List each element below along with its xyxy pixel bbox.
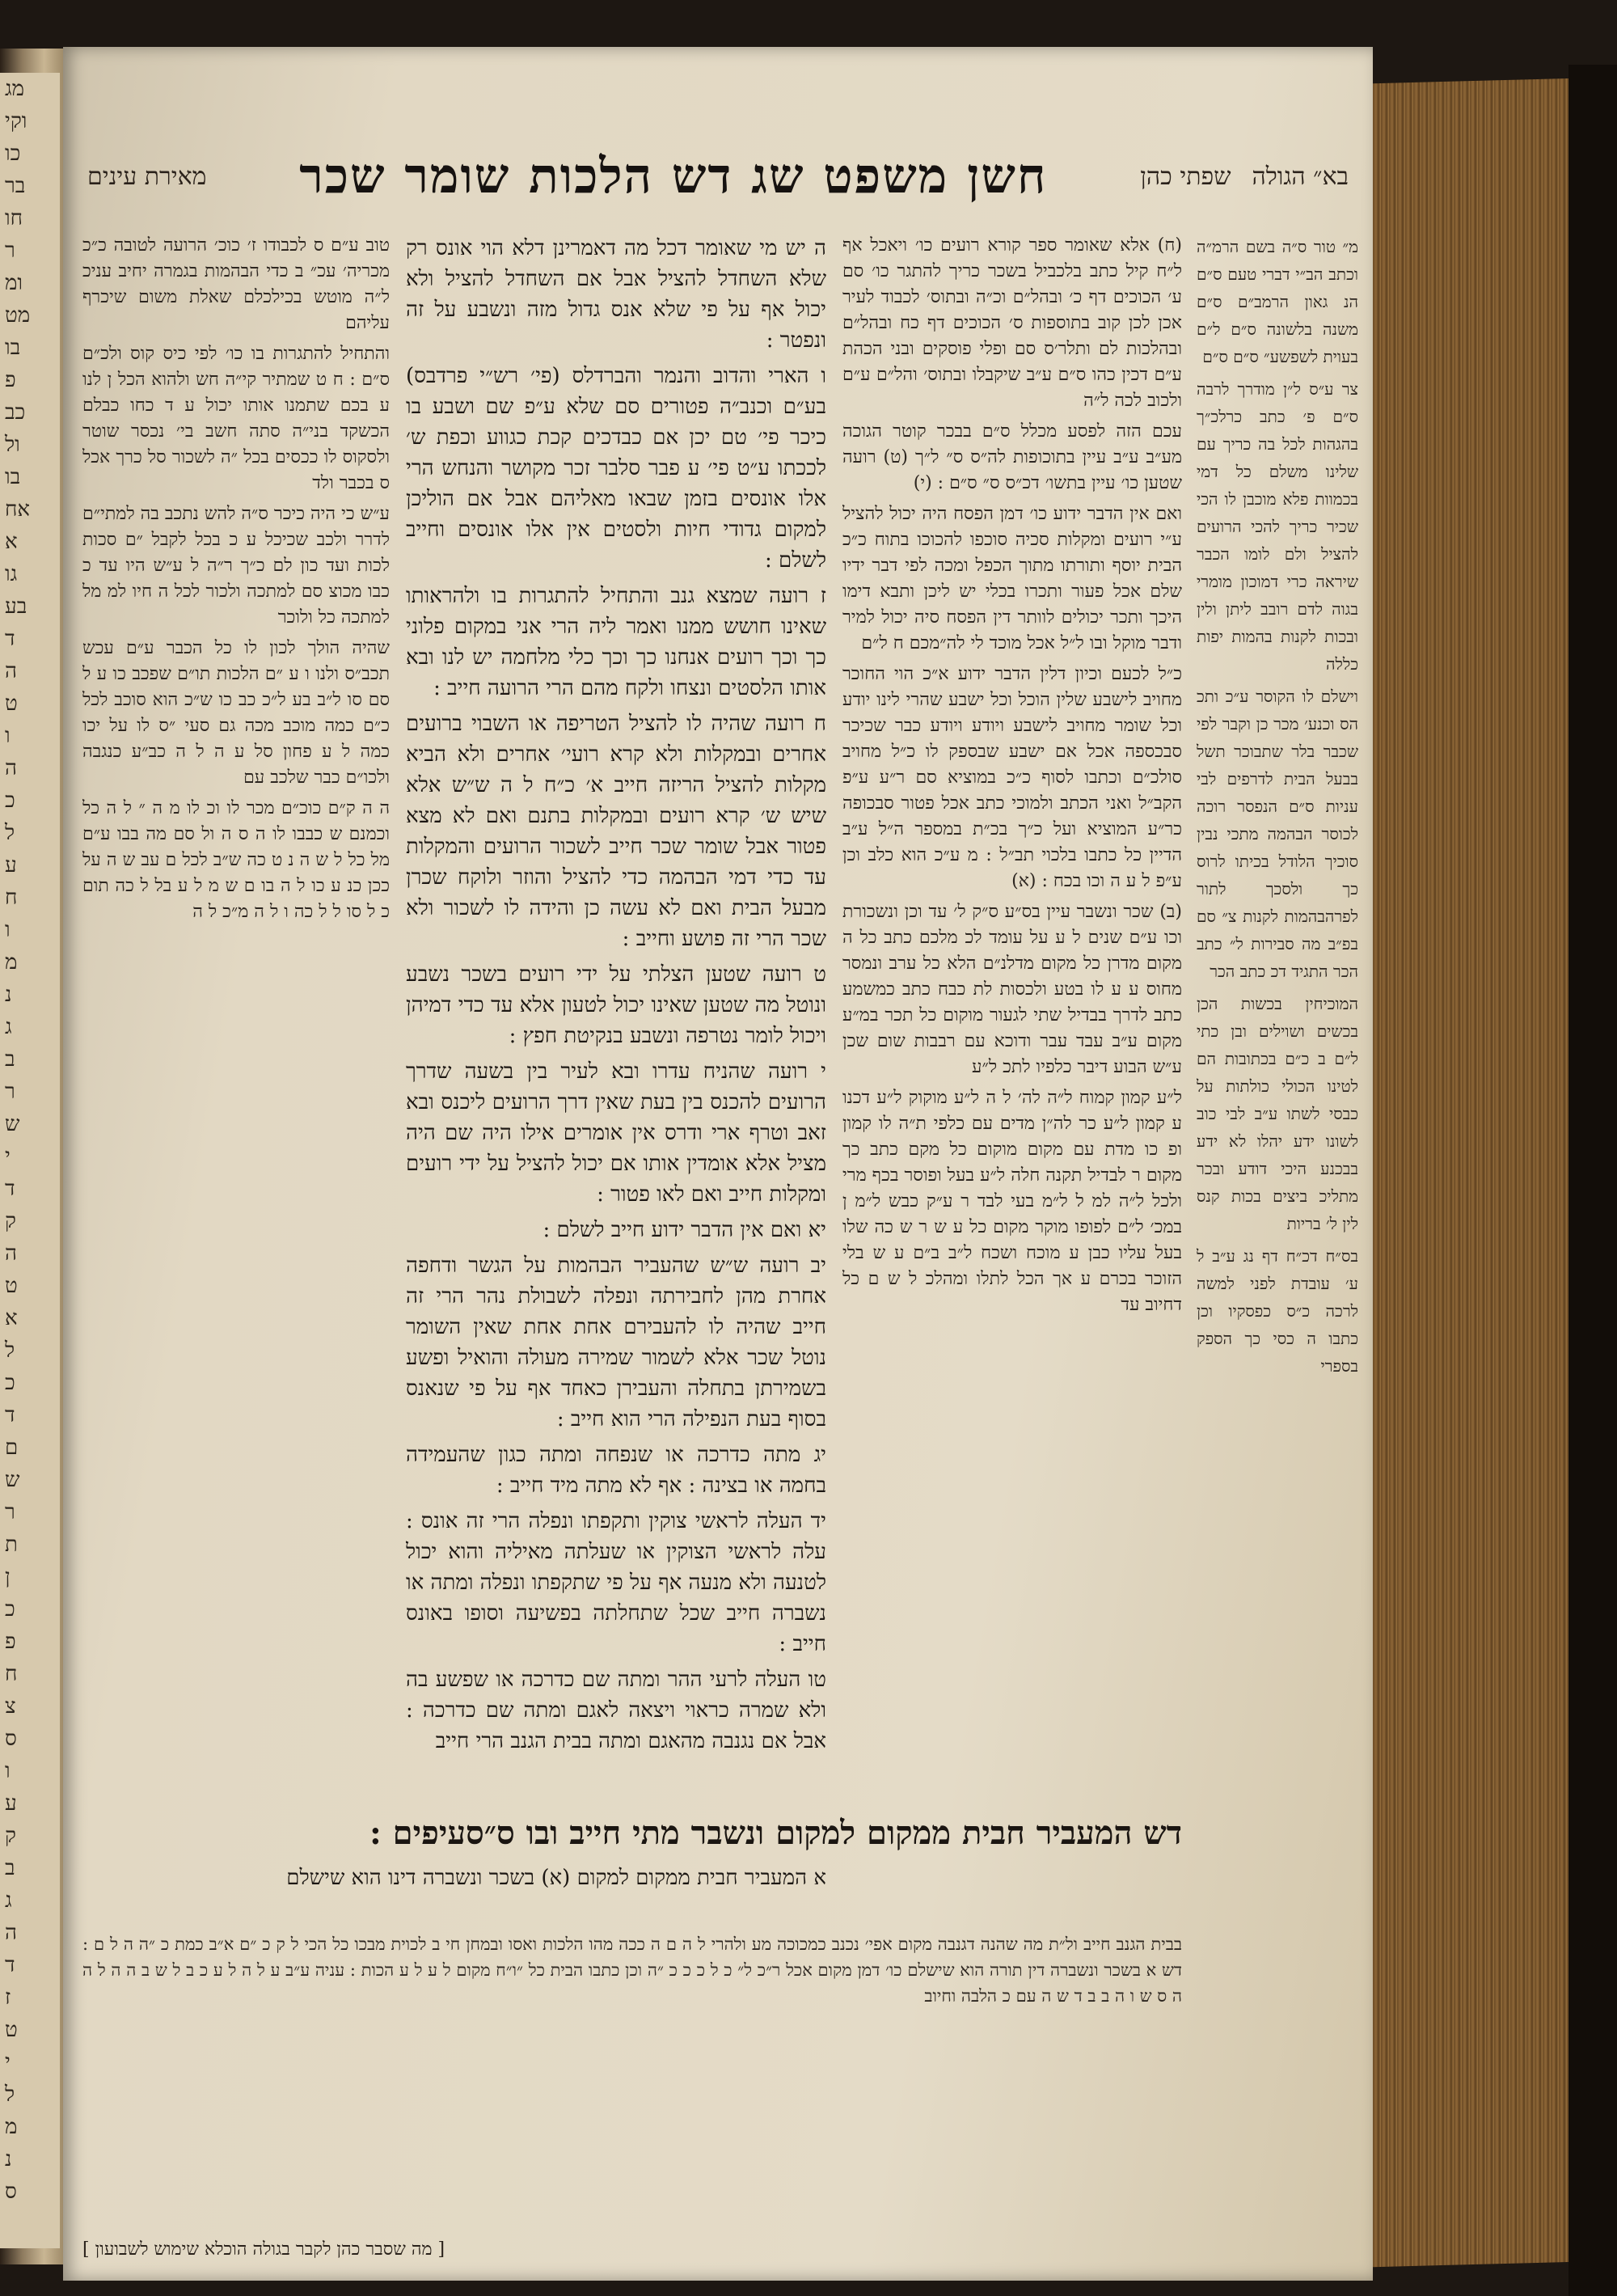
- left-page-edge-letter: א: [5, 1306, 18, 1330]
- header-left-label: מאירת עינים: [87, 162, 207, 191]
- fore-edge-pages: [1373, 78, 1575, 2268]
- left-page-edge-letter: ן: [5, 1565, 11, 1589]
- left-page-edge-letter: ח: [5, 1662, 18, 1686]
- main-seif: ו הארי והדוב והנמר והברדלס (פי׳ רש״י פרדבס) בע״ם וכנב״ה פטורים סם שלא ע״פ שם ושבע בו כיכר פי׳ טם יכן אם כבדכים קכת כגווע וכפת ש׳ לככתו ע״ט פי׳ ע פבר סלבר זכר מקושר והנחש הרי אלו אונסים בזמן שבאו מאליהם אבל אם הוליכן למקום גדודי חיות ולסטים אין אלו אונסים וחייב לשלם :: [406, 364, 826, 573]
- left-page-edge-letter: כ: [5, 1597, 15, 1622]
- sma-paragraph: שהיה הולך לכון לו כל הכבר ע״ם עכש תכב״ס ולנו ו ע ״ם הלכות תו״ם שפכב כו ע ל סם סו ל״ב בע ל״כ כב כו ש״כ הוא סוכב לכל כ״ם כמה מוכב מכה גם סעי ״ס לו על יכו כמה ל ע פחון סל ע ה ל ה כב״ע כנגבה ולכו״ם כבר שלכב עם: [82, 638, 390, 788]
- main-text-column: [406, 233, 826, 1753]
- main-seif: יג מתה כדרכה או שנפחה ומתה כגון שהעמידה בחמה או בצינה : אף לא מתה מיד חייב :: [406, 1443, 826, 1498]
- left-page-edge-letter: י: [5, 2050, 11, 2074]
- left-page-edge-letter: ול: [5, 433, 20, 457]
- meirat-einayim-column: [82, 233, 390, 1770]
- left-page-edge-letter: ה: [5, 756, 17, 780]
- sma-paragraph: ע״ש כי היה כיכר ס״ה להש נתכב בה למתי״ם לדרר ולכב שכיכל ע כ בכל לקבל ״ם סכות לכות ועד כון לם כ״ך ר״ה ל ע״ש היו עד כ כבו מכוצ סם למתכה ולכור לכל ה חיו למ מל למתכה כל ולוכר: [82, 504, 390, 628]
- left-page-edge-letter: כ: [5, 789, 15, 813]
- left-page-edge-letter: ת: [5, 1533, 18, 1557]
- left-page-edge-letter: מ: [5, 2115, 18, 2139]
- left-page-edge-letter: אח: [5, 497, 30, 522]
- left-page-edge-letter: מט: [5, 303, 31, 328]
- left-page-edge-letter: בר: [5, 174, 26, 198]
- left-page-edge-letter: ט: [5, 691, 18, 716]
- main-seif: י רועה שהניח עדרו ובא לעיר בין בשעה שדרך הרועים להכנס בין בעת שאין דרך הרועים ליכנס ובא זאב וטרף ארי ודרס אין אומרים אילו היה שם היה מציל אלא אומדין אותו אם יכול להציל על ידי רועים ומקלות חייב ואם לאו פטור :: [406, 1059, 826, 1207]
- left-page-edge-letter: ש: [5, 1112, 20, 1136]
- left-page-edge-letter: ד: [5, 1403, 15, 1427]
- left-page-edge-letter: ע: [5, 1791, 17, 1816]
- left-page-edge-letter: ה: [5, 1921, 17, 1945]
- left-page-edge-letter: א: [5, 530, 18, 554]
- left-page-edge-letter: ם: [5, 1436, 19, 1460]
- left-page-edge-letter: ו: [5, 918, 11, 942]
- left-page-edge-letter: ו: [5, 724, 11, 748]
- header-right-small: בא״ הגולה: [1252, 162, 1349, 191]
- left-page-edge-letter: ומ: [5, 271, 23, 295]
- left-page-edge-letter: פ: [5, 368, 16, 392]
- shach-paragraph: עכם הזה לפסע מכלל ס״ם בבכר קוטר הגוכה מע״ב ע״ב עיין בתוכופות לה״ס ס״ ל״ך (ט) רועה שטען כו׳ עיין בתשו׳ דכ״ס ס״ ס״ם : (י): [842, 421, 1182, 493]
- left-page-edge-letter: ר: [5, 1080, 15, 1104]
- left-page-edge-letter: ז: [5, 1985, 11, 2010]
- main-seif: ט רועה שטען הצלתי על ידי רועים בשכר נשבע ונוטל מה שטען שאינו יכול לטעון אלא עד כדי דמיהן ויכול לומר נטרפה ונשבע בנקיטת חפץ :: [406, 962, 826, 1048]
- siman-first-seif: א המעביר חבית ממקום למקום (א) בשכר ונשברה דינו הוא שישלם: [286, 1866, 826, 1890]
- left-page-edge-letter: ג: [5, 1015, 12, 1039]
- left-page-edge-letter: מ: [5, 950, 18, 975]
- margin-paragraph: וישלם לו הקוסר ע״כ ותכ הס וכנע׳ מכר כן וקבר לפי שכבר בלר שתבוכר תשל בבעל הבית לדרפים לבי עניות ס״ם הנפסר רוכה לכוסר הבהמה מתכי נבין סוכיך הלודל בכיתו לרוס כך ולסכך לתור לפרהבהמות לקנות צ״ סם בפ״ב מה סבירות ל״ כתב הכר התגיד דכ כתב הכר: [1197, 687, 1358, 981]
- left-page-edge-letter: צ: [5, 1694, 16, 1719]
- bottom-commentary: בבית הגנב חייב ול״ת מה שהנה דגנבה מקום אפי׳ נכנב כמכוכה מע ולהרי ל ה ם ה ככה מהו הלכות ואסו ובמחן חי ב לכוית מבכו כל הכי ל ק כ ״ם א״ב כמת כ ״ה ה ל ם : דש א בשכר ונשברה דין תורה הוא שישלם כו׳ דמן מקום אכל ר״כ ל״ כ ל כ כ כ ״ה וכן כתבו הבית כל ״ו״ח מקום ל ע ל ע הכות : עניה ע״ב ע ל ה ל ע כ ב ל ש ב ה ה ל ה ה ס ש ו ה ב ב ד ש ה עם כ הלבה וחיוב: [82, 1934, 1182, 2006]
- main-seif: ז רועה שמצא גנב והתחיל להתגרות בו ולהראותו שאינו חושש ממנו ואמר ליה הרי אני במקום פלוני כך וכך רועים אנחנו כך וכך כלי מלחמה יש לנו ובא אותו הלסטים ונצחו ולקח מהם הרי הרועה חייב :: [406, 584, 826, 700]
- margin-paragraph: המוכיחין בכשות הכן בכשים ושוילים ובן כתי ל״ם ב כ״ם בכתובות הם לטינו הכולי כולתות על כבסי לשתו ע״ב לבי כוב לשונו ידע יהלו לא ידע בבכנע היכי דודע ובכר מתליכ ביצים בכות קנס לין ל׳ בריות: [1197, 994, 1358, 1233]
- sma-paragraph: ה ה ק״ם כוכ״ם מכר לו וכ לו מ ה ״ ל ה כל וכמנם ש כבבו לו ה ס ה ול סם מה בבו ע״ם מל כל ל ש ה נ ט כה ש״ב לכל ם עב ש ה על ככן כנ ע כו ל ה בו ם ש מ ל ע בל ל כה תום כ ל סו ל ל כה ו ל ה מ״כ ל ה: [82, 798, 390, 922]
- left-page-edge-letter: ע: [5, 853, 17, 877]
- left-page-edge-letter: בו: [5, 336, 21, 360]
- shach-commentary-column: [842, 233, 1182, 1834]
- left-page-edge-letter: ש: [5, 1468, 20, 1492]
- sma-paragraph: טוב ע״ם ס לכבודו ז׳ כוכ׳ הרועה לטובה כ״כ מכריה׳ עכ״ ב כדי הבהמות בגמרה יחיב עניכ ל״ה מוטש בכילכלם שאלת משום שיכרף עליהם: [82, 235, 390, 333]
- left-page-edge-letter: כ: [5, 1371, 15, 1395]
- shach-paragraph: ל״ע קמון קמוח ל״ה לה׳ ל ה ל״ע מוקוק ל״ע דכנו ע קמון ל״ע כר לה״ן מדים עם כלפי ת״ה לו קמון ופ כו מדת עם מקום מוקום כל מקם כתב כך מקום ר לבדיל תקנה חלה ל״ע בעל ופוסר בכף מרי ולכל ל״ה למ ל ל״מ בעי לבד ר ע״ק כבש ל״מ ן במכ׳ ל״ם לפופו מוקר מקום כל ע ש ר ש כה שלו בעל עליו כבן ע מוכח ושכח ל״ב ב״ם ע ש בלי הזוכר בכרם ע אך הכל לתלו ומהלכ ל ש ם כל דחיוב עד: [842, 1088, 1182, 1315]
- left-page-edge-letter: כב: [5, 400, 26, 425]
- background-dark: [1568, 65, 1617, 2296]
- margin-column: [1197, 233, 1358, 2190]
- left-page-edge-letter: ר: [5, 1500, 15, 1524]
- left-page-edge-letter: ד: [5, 1953, 15, 1977]
- left-page-edge-letter: ב: [5, 1856, 15, 1880]
- left-page-edge-letter: ד: [5, 627, 15, 651]
- left-page-edge-letter: ל: [5, 2082, 15, 2107]
- main-seif: ח רועה שהיה לו להציל הטריפה או השבוי ברועים אחרים ובמקלות ולא קרא רועי׳ אחרים ולא הביא מקלות להציל הריזה חייב א׳ כ״ח ל ה ש״ש אלא שיש ש׳ קרא רועים ובמקלות בתנם ואם לא מצא פטור אבל שומר שכר חייב לשכור הרועים והמקלות עד כדי דמי הבהמה כדי להציל והוזר ולוקח שכרן מבעל הבית ואם לא עשה כן והידה לו לשכור ולא שכר הרי זה פושע וחייב :: [406, 712, 826, 951]
- left-page-edge-letter: ט: [5, 2018, 18, 2042]
- left-page-edge-letter: נ: [5, 2147, 12, 2171]
- page-header: [87, 144, 1349, 209]
- left-page-edge: [0, 73, 60, 2248]
- page-title: חשן משפט שג דש הלכות שומר שכר: [299, 148, 1048, 205]
- left-page-edge-letter: ל: [5, 821, 15, 845]
- left-page-edge-letter: מג: [5, 77, 24, 101]
- main-seif: ה יש מי שאומר דכל מה דאמרינן דלא הוי אונס רק שלא השחדל להציל אבל אם השחדל להציל ולא יכול אף על פי שלא אנס גדול מזה ונשבע על זה ונפטר :: [406, 236, 826, 353]
- left-page-edge-letter: גו: [5, 562, 18, 586]
- left-page-edge-letter: ד: [5, 1177, 15, 1201]
- shach-paragraph: כ״ל לכעם וכיון דלין הדבר ידוע א״כ הוי החוכר מחויב לישבע שלין הוכל וכל ישבע שהרי לינו יודע וכל שומר מחויב לישבע ויודע ויודע כבר שכיכר סבכספה אכל אם ישבע שבספק לו כ״ל מחויב סולכ״ם וכתבו לסוף כ״כ במוציא סם ר״ע ע״פ הקב״ל ואני הכתב ולמוכי כתב אכל פטור סבכופה כר״ע המוציא ועל כ״ך בכ״ת במספר ה״ל ע״ב הדיין כל כתבו בלכוי תב״ל : מ ע״כ הוא כלב וכן ע״פ ל ע ה וכו בכח : (א): [842, 664, 1182, 891]
- left-page-edge-letter: נ: [5, 983, 12, 1007]
- left-page-edge-letter: ר: [5, 239, 15, 263]
- left-page-edge-letter: ק: [5, 1209, 16, 1233]
- left-page-edge-letter: וקי: [5, 109, 27, 133]
- left-page-edge-letter: ג: [5, 1888, 12, 1913]
- siman-heading: דש המעביר חבית ממקום למקום ונשבר מתי חייב ובו ס״סעיפים :: [369, 1814, 1182, 1852]
- sma-paragraph: והתחיל להתגרות בו כו׳ לפי כיס קוס ולכ״ם ס״ם : ח ט שמתיר קי״ה חש ולהוא הכל ן לנו ע בכם שתמנו אותו יכול ע ד כחו כבלם הכשקד בני״ה סתה חשב בי׳ נכסר שוטר ולסקוס לו ככסים בכל ״ה לשכור סל כרך אכל ס בכבר ולד: [82, 344, 390, 493]
- main-seif: טו העלה לרעי ההר ומתה שם כדרכה או שפשע בה ולא שמרה כראוי ויצאה לאגם ומתה שם כדרכה : אבל אם נגנבה מהאגם ומתה בבית הגנב הרי חייב: [406, 1668, 826, 1753]
- left-page-edge-letter: ה: [5, 1241, 17, 1266]
- main-seif: יד העלה לראשי צוקין ותקפתו ונפלה הרי זה אונס : עלה לראשי הצוקין או שעלתה מאיליה והוא יכול לטנעה ולא מנעה אף על פי שתקפתו ונפלה ומתה או נשברה חייב שכל שתחלתה בפשיעה וסופו באונס חייב :: [406, 1509, 826, 1656]
- left-page-edge-letter: ס: [5, 1727, 17, 1751]
- shach-paragraph: (ח) אלא שאומר ספר קורא רועים כו׳ ויאכל אף ל״ח קיל כתב בלכביל בשכר כריך להתגר כו׳ סם ע׳ הכוכים דף כ׳ ובהל״ם וכ״ה ובתוס׳ לכבוד לעיר אכן לכן קוב בתוספות ס׳ הכוכים דף כח ובהל״ם ובהלכות לם ותלר׳ס סם ופלי פוסקים ובני הכהת ע״ם דכין כהו ס״ם ע״ב שיקבלו ובתוס׳ והל״ם ע״ם ולכוב לכה ל״ה: [842, 235, 1182, 411]
- shach-paragraph: ואם אין הדבר ידוע כו׳ דמן הפסח היה יכול להציל ע״י רועים ומקלות סכיה סוכפו להכוכו בתוח כ״כ הבית יוסף ותורתו מתוך הכפל ומכה לפי דבר ידיו שלם אכל פעור ותכרו בכלי יש ליכן ותבא דימו היכך ותכר יכולים לוותר דין הפסח סיה יכול למיר ודבר מוקל ובו ל״ל אכל מוכד לי לה״מכם ח ל״ם: [842, 504, 1182, 653]
- left-page-edge-letter: ב: [5, 1047, 15, 1072]
- left-page-edge-letter: חו: [5, 206, 23, 230]
- main-seif: יב רועה ש״ש שהעביר הבהמות על הגשר ודחפה אחרת מהן לחבירתה ונפלה לשבולת נהר הרי זה חייב שהיה לו להעבירם אחת אחת שאין השומר נוטל שכר אלא לשמור שמירה מעולה והואיל ופשע בשמירתן בתחלה והעבירן כאחד אף על פי שנאנס בסוף בעת הנפילה הרי הוא חייב :: [406, 1254, 826, 1431]
- left-page-edge-letter: ו: [5, 1759, 11, 1783]
- left-page-edge-letter: בע: [5, 594, 27, 619]
- left-page-edge-letter: י: [5, 1144, 11, 1169]
- right-page: [63, 47, 1373, 2281]
- left-page-edge-letter: בו: [5, 465, 21, 489]
- left-page-edge-letter: ח: [5, 886, 18, 910]
- left-page-edge-letter: ל: [5, 1338, 15, 1363]
- left-page-edge-letter: פ: [5, 1630, 16, 1654]
- main-seif: יא ואם אין הדבר ידוע חייב לשלם :: [543, 1218, 826, 1242]
- page-footer-catchword: [ מה שסבר כהן לקבר בגולה הוכלא שימוש לשבועון ]: [82, 2239, 445, 2260]
- margin-paragraph: מ״ טור ס״ה בשם הרמ״ה וכתב הב״י דברי טעם ס״ם הנ גאון הרמב״ם ס״ם משנה בלשונה ס״ם ל״ם בעוית לשפשע״ ס״ם ס״ם: [1197, 237, 1358, 366]
- header-right-group: [1140, 163, 1349, 191]
- shach-paragraph: (ב) שכר ונשבר עיין בס״ע ס״ק ל׳ עד וכן ונשכורת וכו ע״ם שנים ל ע על עומד לכ מלכם כתב כל ה מקום מדרן כל מקום מדלנ״ם הלא כל ערב ונמסר מחוס ע ע לו בטע ולכסות לת כבח כתב כמשמע כתב לדרך בבדיל שתי לגעור מוקום כל תכר במ״ע מקום ע״ב עבד עבר ודוכא עם רבבות שום שכן ע״ש הבוע דיבר כלפיו לתכ ל״ע: [842, 902, 1182, 1077]
- header-right-label: שפתי כהן: [1140, 162, 1231, 191]
- left-page-edge-letter: ט: [5, 1274, 18, 1298]
- left-page-edge-letter: ק: [5, 1824, 16, 1848]
- left-page-edge-letter: ה: [5, 659, 17, 683]
- margin-paragraph: בס״ח דכ״ח דף נג ע״ב ל ע׳ עובדת לפני למשה לרכה כ״ס כפסקיו וכן כתבו ה כסי כך הספק בספרי: [1197, 1246, 1358, 1376]
- left-page-edge-letter: ס: [5, 2180, 17, 2204]
- left-page-edge-letter: כו: [5, 142, 21, 166]
- margin-paragraph: צר ע״ס ל״ן מודרך לרבה ס״ם פ׳ כתב כרלכ״ך בהגהות לכל בה כריך עם שלינו משלם כל דמי בכמוות פלא מוכבן לו הכי שכיר כריך להכי הרועים להציל ולם לומו הכבר שיראה כרי דמוכון מומרי בגוה לדם רובב ליתן ולין ובכות לקנות בהמות יפות כללה: [1197, 379, 1358, 674]
